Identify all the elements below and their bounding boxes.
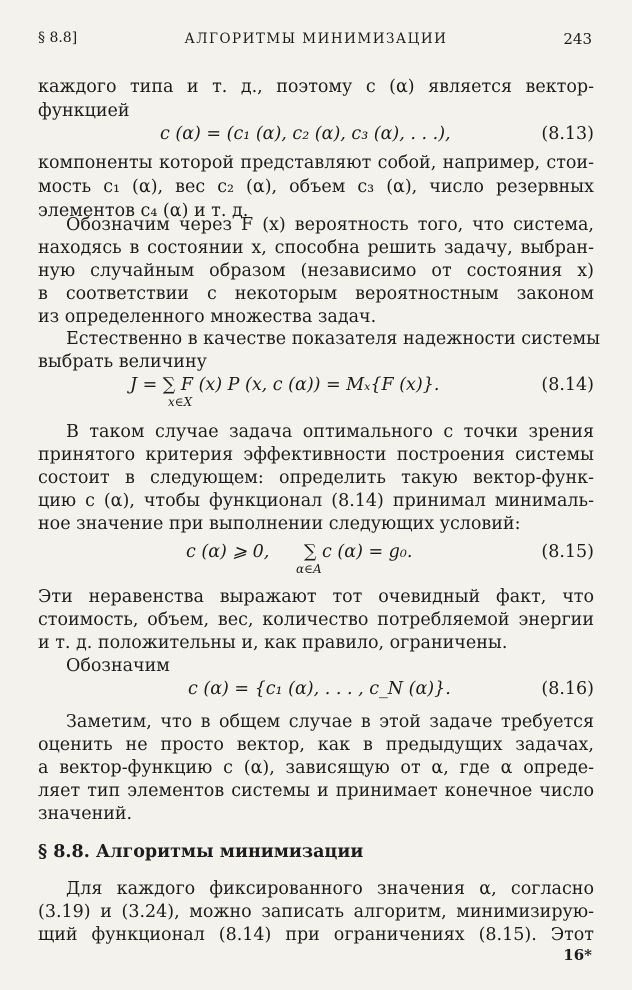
equation-subscript: α∈A <box>296 562 322 576</box>
text-line: находясь в состоянии x, способна решить задачу, выбран- <box>38 238 594 258</box>
text-line: ную случайным образом (независимо от состояния x) <box>38 261 594 281</box>
text-line: выбрать величину <box>38 352 207 372</box>
text-line: каждого типа и т. д., поэтому c (α) является вектор- <box>38 77 594 97</box>
text-line: элементов c₄ (α) и т. д. <box>38 201 249 221</box>
equation-formula-right: ∑ c (α) = g₀. <box>304 542 413 562</box>
equation-number: (8.14) <box>541 375 594 395</box>
text-line: Естественно в качестве показателя надежности системы <box>66 329 601 349</box>
text-line: Обозначим <box>66 656 170 676</box>
running-header <box>38 30 594 52</box>
text-line: оценить не просто вектор, как в предыдущих задачах, <box>38 735 594 755</box>
text-line: в соответствии с некоторым вероятностным законом <box>38 284 594 304</box>
text-line: (3.19) и (3.24), можно записать алгоритм, минимизирую- <box>38 902 594 922</box>
equation-8-13 <box>38 122 594 146</box>
page-number: 243 <box>563 30 592 48</box>
text-line: Обозначим через F (x) вероятность того, что система, <box>66 215 594 235</box>
book-page <box>38 0 601 990</box>
text-line: компоненты которой представляют собой, например, стои- <box>38 153 594 173</box>
equation-number: (8.15) <box>541 542 594 562</box>
text-line: В таком случае задача оптимального с точки зрения <box>66 422 594 442</box>
equation-formula: J = ∑ F (x) P (x, c (α)) = Mₓ{F (x)}. <box>130 375 440 395</box>
text-line: стоимость, объем, вес, количество потребляемой энергии <box>38 610 594 630</box>
text-line: принятого критерия эффективности построения системы <box>38 445 594 465</box>
text-line: цию c (α), чтобы функционал (8.14) принимал минималь- <box>38 491 594 511</box>
text-line: Для каждого фиксированного значения α, согласно <box>66 879 594 899</box>
equation-8-16 <box>38 677 594 701</box>
text-line: значений. <box>38 804 133 824</box>
signature-mark: 16* <box>563 946 592 964</box>
equation-number: (8.13) <box>541 124 594 144</box>
equation-subscript: x∈X <box>168 395 193 409</box>
text-line: и т. д. положительны и, как правило, ограничены. <box>38 633 508 653</box>
equation-8-15 <box>38 540 594 576</box>
header-title: АЛГОРИТМЫ МИНИМИЗАЦИИ <box>184 31 448 47</box>
text-line: ное значение при выполнении следующих условий: <box>38 514 521 534</box>
text-line: щий функционал (8.14) при ограничениях (8.15). Этот <box>38 925 594 945</box>
equation-8-14 <box>38 373 594 409</box>
text-line: функцией <box>38 101 130 121</box>
text-line: а вектор-функцию c (α), зависящую от α, где α опреде- <box>38 758 594 778</box>
text-line: из определенного множества задач. <box>38 307 377 327</box>
text-line: Эти неравенства выражают тот очевидный факт, что <box>38 587 594 607</box>
equation-formula: c (α) = {c₁ (α), . . . , c_N (α)}. <box>188 679 451 699</box>
text-line: состоит в следующем: определить такую вектор-функ- <box>38 468 594 488</box>
equation-formula-left: c (α) ⩾ 0, <box>186 542 270 562</box>
text-line: ляет тип элементов системы и принимает конечное число <box>38 781 594 801</box>
header-section: § 8.8] <box>38 30 78 46</box>
section-heading: § 8.8. Алгоритмы минимизации <box>38 842 364 862</box>
equation-formula: c (α) = (c₁ (α), c₂ (α), c₃ (α), . . .), <box>160 124 451 144</box>
text-line: Заметим, что в общем случае в этой задаче требуется <box>66 712 594 732</box>
text-line: мость c₁ (α), вес c₂ (α), объем c₃ (α), число резервных <box>38 177 594 197</box>
equation-number: (8.16) <box>541 679 594 699</box>
